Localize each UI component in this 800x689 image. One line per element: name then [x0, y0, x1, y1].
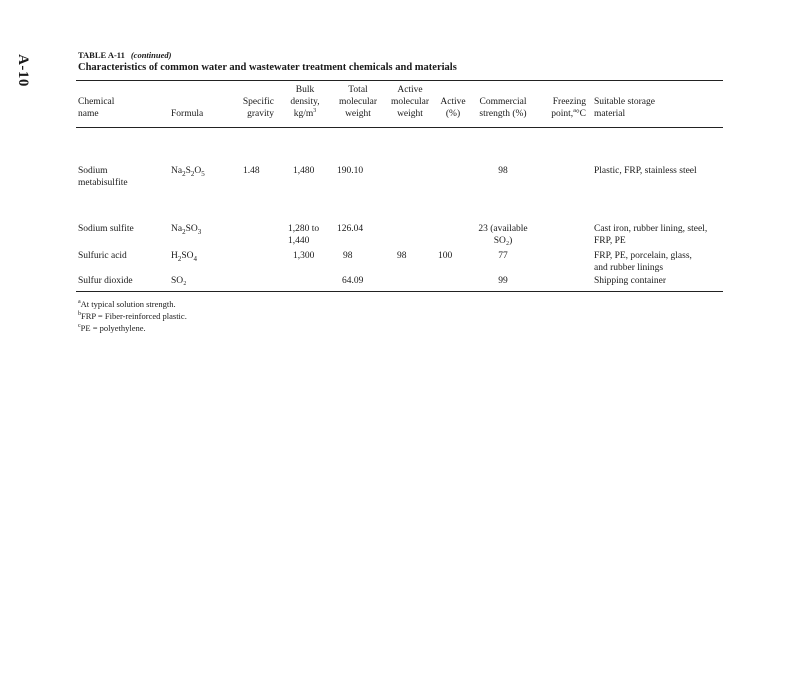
footnote: $^a$At typical solution strength.	[78, 299, 176, 309]
total-molecular-weight-cell: 126.04	[337, 224, 364, 234]
header-storage-material: Suitable storage material	[594, 97, 655, 119]
header-chemical-name: Chemical name	[78, 97, 115, 119]
continued-note: (continued)	[130, 50, 172, 60]
footnote: $^b$FRP = Fiber-reinforced plastic.	[78, 311, 187, 321]
header-formula: Formula	[171, 109, 204, 119]
header-active-percent: Active (%)	[440, 97, 466, 119]
header-total-molecular-weight: Total molecular weight	[339, 85, 377, 119]
storage-material-cell: FRP, PE, porcelain, glass, and rubber linings	[594, 251, 692, 273]
total-molecular-weight-cell: 98	[343, 251, 353, 261]
header-freezing-point: Freezing point,$^a$°C	[551, 97, 586, 119]
storage-material-cell: Plastic, FRP, stainless steel	[594, 166, 697, 176]
bulk-density-cell: 1,480	[293, 166, 315, 176]
header-commercial-strength: Commercial strength (%)	[479, 97, 527, 119]
chemical-name-cell: Sulfuric acid	[78, 251, 127, 261]
specific-gravity-cell: 1.48	[243, 166, 260, 176]
header-specific-gravity: Specific gravity	[242, 97, 274, 119]
commercial-strength-cell: 77	[498, 251, 508, 261]
header-active-molecular-weight: Active molecular weight	[391, 85, 429, 119]
active-percent-cell: 100	[438, 251, 453, 261]
table-title: Characteristics of common water and wastewater treatment chemicals and materials	[78, 62, 457, 73]
active-molecular-weight-cell: 98	[397, 251, 407, 261]
top-rule	[76, 80, 723, 81]
formula-cell: $Na_2SO_3$	[171, 224, 202, 236]
formula-cell: SO₂	[171, 276, 187, 286]
header-rule	[76, 127, 723, 128]
total-molecular-weight-cell: 64.09	[342, 276, 364, 286]
commercial-strength-cell: 23 (available SO₂)	[478, 224, 528, 246]
commercial-strength-cell: 98	[498, 166, 508, 176]
total-molecular-weight-cell: 190.10	[337, 166, 364, 176]
storage-material-cell: Shipping container	[594, 276, 667, 286]
page-marker: A-10	[14, 53, 31, 87]
bulk-density-cell: 1,300	[293, 251, 315, 261]
formula-cell: $H_2SO_4$	[171, 251, 198, 263]
storage-material-cell: Cast iron, rubber lining, steel, FRP, PE	[594, 224, 708, 246]
commercial-strength-cell: 99	[498, 276, 508, 286]
table-label: TABLE A-11 (continued)	[78, 50, 172, 60]
bottom-rule	[76, 291, 723, 292]
chemical-name-cell: Sodium metabisulfite	[78, 166, 128, 188]
bulk-density-cell: 1,280 to 1,440	[288, 224, 320, 246]
footnote: $^c$PE = polyethylene.	[78, 323, 146, 333]
header-bulk-density: Bulk density, $kg/m^3$	[290, 85, 320, 119]
chemical-name-cell: Sodium sulfite	[78, 224, 134, 234]
formula-cell: $Na_2S_2O_5$	[171, 166, 205, 178]
chemical-name-cell: Sulfur dioxide	[78, 276, 133, 286]
